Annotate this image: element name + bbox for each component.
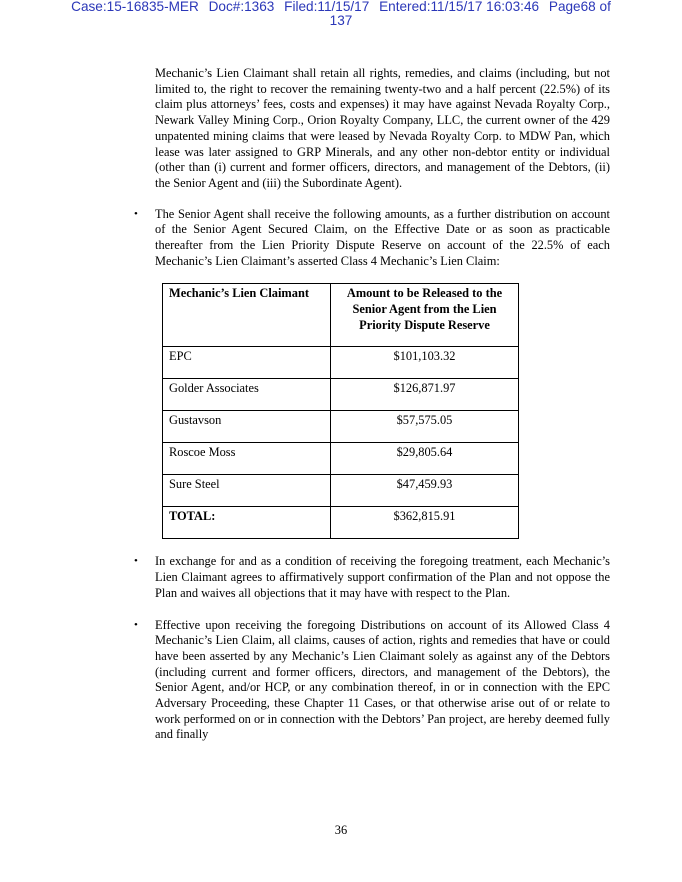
filing-header-line	[0, 0, 682, 14]
column-header-claimant: Mechanic’s Lien Claimant	[163, 284, 331, 347]
claimant-name: Roscoe Moss	[163, 443, 331, 475]
bullet-release-of-claims	[134, 617, 610, 744]
table-row	[163, 411, 519, 443]
paragraph-retained-rights: Mechanic’s Lien Claimant shall retain all rights, remedies, and claims (including, but not limited to, the right to recover the remaining twenty-two and a half percent (22.5%) of its claim plus attorneys’ fees, costs and expenses) it may have against Nevada Royalty Corp., Newark Valley Mining Corp., Orion Royalty Company, LLC, the current owner of the 429 unpatented mining claims that were leased by Nevada Royalty Corp. to MDW Pan, which lease was later assigned to GRP Minerals, and any other non-debtor entity or individual (other than (i) current and former officers, directors, and management of the Debtors, (ii) the Senior Agent and (iii) the Subordinate Agent).	[155, 66, 610, 190]
release-amount: $29,805.64	[331, 443, 519, 475]
table-header-row	[163, 284, 519, 347]
release-amount: $47,459.93	[331, 475, 519, 507]
page-of: Page68 of	[548, 0, 611, 14]
release-amount: $101,103.32	[331, 347, 519, 379]
document-body	[134, 66, 610, 743]
filed-date: Filed:11/15/17	[284, 0, 370, 14]
court-filing-header	[0, 0, 682, 28]
release-amount: $126,871.97	[331, 379, 519, 411]
claimant-name: Golder Associates	[163, 379, 331, 411]
table-row	[163, 475, 519, 507]
bullet-text: The Senior Agent shall receive the following amounts, as a further distribution on account of the Senior Agent Secured Claim, on the Effective Date or as soon as practicable thereafter from the Lien Priority Dispute Reserve on account of the 22.5% of each Mechanic’s Lien Claimant’s asserted Class 4 Mechanic’s Lien Claim:	[155, 206, 610, 268]
release-amount: $57,575.05	[331, 411, 519, 443]
entered-date: Entered:11/15/17 16:03:46	[379, 0, 540, 14]
table-row	[163, 443, 519, 475]
case-number: Case:15-16835-MER	[71, 0, 199, 14]
document-number: Doc#:1363	[208, 0, 275, 14]
bullet-icon: •	[134, 618, 138, 631]
column-header-amount: Amount to be Released to the Senior Agent from the Lien Priority Dispute Reserve	[331, 284, 519, 347]
claimant-name: Sure Steel	[163, 475, 331, 507]
bullet-senior-agent-distribution	[134, 206, 610, 270]
page-total: 137	[329, 13, 353, 28]
bullet-icon: •	[134, 555, 138, 568]
total-label: TOTAL:	[163, 507, 331, 539]
table-row	[163, 347, 519, 379]
bullet-text: In exchange for and as a condition of receiving the foregoing treatment, each Mechanic’s Lien Claimant agrees to affirmatively support confirmation of the Plan and not oppose the Plan and waives all objections that it may have with respect to the Plan.	[155, 554, 610, 600]
total-amount: $362,815.91	[331, 507, 519, 539]
bullet-text: Effective upon receiving the foregoing Distributions on account of its Allowed Class 4 Mechanic’s Lien Claim, all claims, causes of action, rights and remedies that have or could have been asserted by any Mechanic’s Lien Claimant solely as against any of the Debtors (including current and former officers, directors, and management of the Debtors), the Senior Agent, and/or HCP, or any combination thereof, in or in connection with the EPC Adversary Proceeding, these Chapter 11 Cases, or that otherwise arise out of or relate to work performed on or in connection with the Debtors’ Pan project, are hereby deemed fully and finally	[155, 617, 610, 742]
lien-release-table	[162, 283, 519, 539]
claimant-name: EPC	[163, 347, 331, 379]
bullet-icon: •	[134, 207, 138, 220]
bullet-support-confirmation	[134, 554, 610, 601]
page-number: 36	[334, 823, 348, 837]
table-row	[163, 379, 519, 411]
claimant-name: Gustavson	[163, 411, 331, 443]
table-total-row	[163, 507, 519, 539]
